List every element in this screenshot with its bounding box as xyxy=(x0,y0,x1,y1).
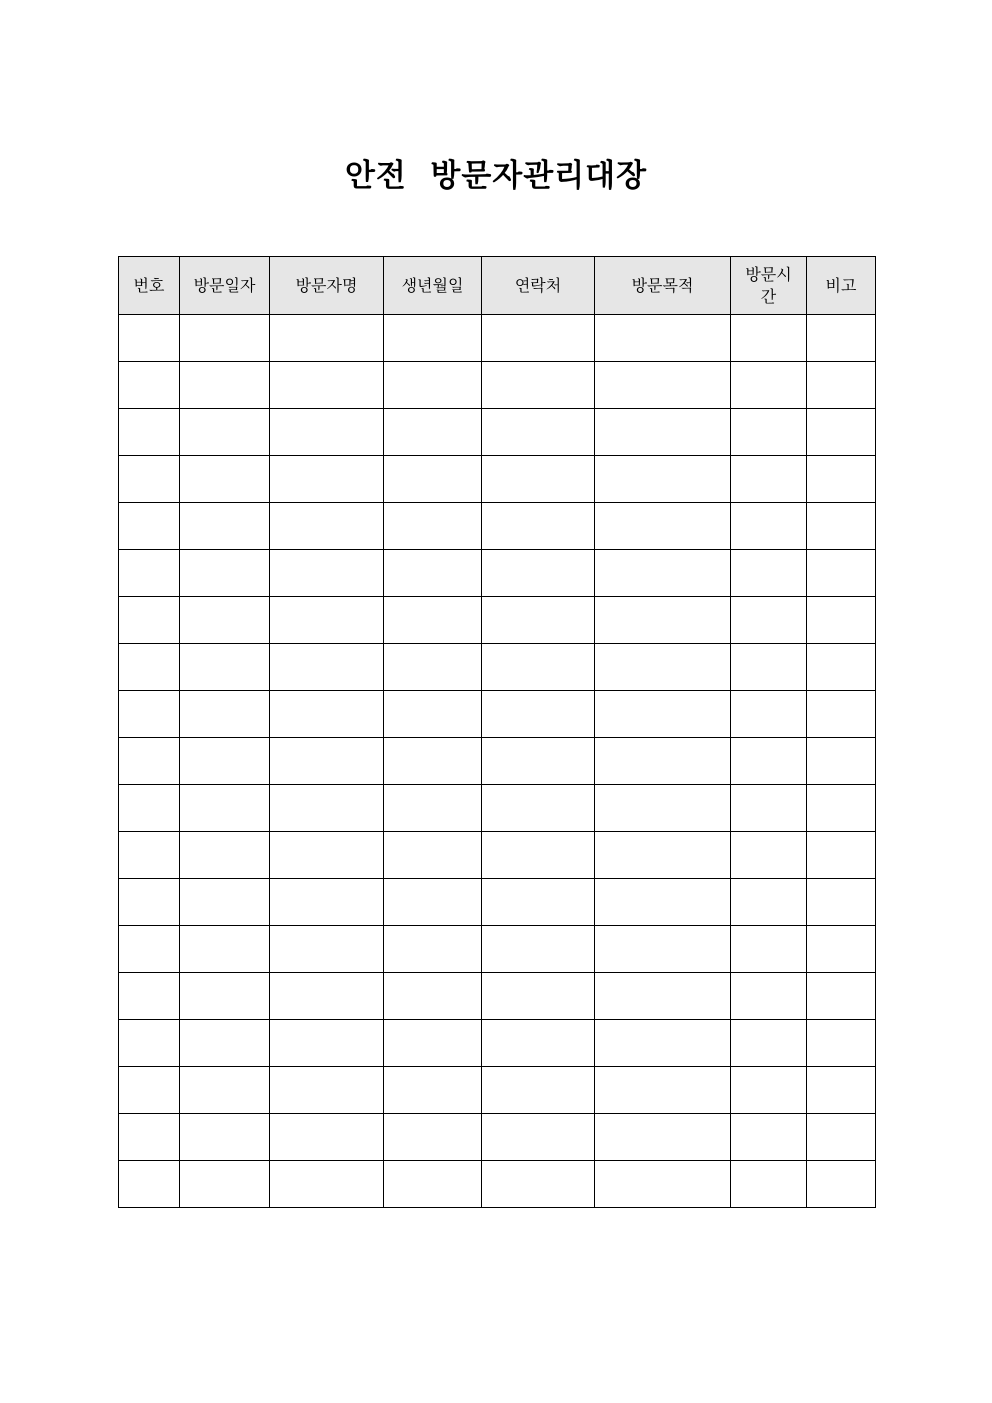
cell-contact[interactable] xyxy=(482,879,595,926)
cell-visitor-name[interactable] xyxy=(270,738,384,785)
cell-remarks[interactable] xyxy=(807,409,876,456)
cell-remarks[interactable] xyxy=(807,456,876,503)
cell-visitor-name[interactable] xyxy=(270,409,384,456)
cell-visit-date[interactable] xyxy=(180,1114,270,1161)
cell-contact[interactable] xyxy=(482,738,595,785)
cell-visitor-name[interactable] xyxy=(270,597,384,644)
cell-contact[interactable] xyxy=(482,691,595,738)
cell-contact[interactable] xyxy=(482,1067,595,1114)
cell-visit-time[interactable] xyxy=(731,879,807,926)
cell-number[interactable] xyxy=(119,644,180,691)
cell-visit-date[interactable] xyxy=(180,926,270,973)
col-header-visitor-name: 방문자명 xyxy=(270,257,384,315)
cell-visit-time[interactable] xyxy=(731,409,807,456)
cell-visit-date[interactable] xyxy=(180,691,270,738)
cell-birth-date[interactable] xyxy=(384,785,482,832)
cell-visit-time[interactable] xyxy=(731,315,807,362)
cell-number[interactable] xyxy=(119,832,180,879)
cell-visit-date[interactable] xyxy=(180,362,270,409)
cell-visitor-name[interactable] xyxy=(270,1161,384,1208)
cell-birth-date[interactable] xyxy=(384,456,482,503)
cell-remarks[interactable] xyxy=(807,1020,876,1067)
cell-birth-date[interactable] xyxy=(384,832,482,879)
cell-birth-date[interactable] xyxy=(384,362,482,409)
cell-number[interactable] xyxy=(119,926,180,973)
cell-visit-time[interactable] xyxy=(731,456,807,503)
cell-visit-purpose[interactable] xyxy=(595,1020,731,1067)
cell-number[interactable] xyxy=(119,409,180,456)
cell-remarks[interactable] xyxy=(807,550,876,597)
cell-number[interactable] xyxy=(119,879,180,926)
cell-visit-date[interactable] xyxy=(180,879,270,926)
cell-number[interactable] xyxy=(119,1020,180,1067)
cell-contact[interactable] xyxy=(482,362,595,409)
cell-visit-time[interactable] xyxy=(731,362,807,409)
cell-visit-purpose[interactable] xyxy=(595,738,731,785)
cell-contact[interactable] xyxy=(482,456,595,503)
cell-visitor-name[interactable] xyxy=(270,362,384,409)
cell-visit-date[interactable] xyxy=(180,315,270,362)
cell-contact[interactable] xyxy=(482,503,595,550)
cell-visit-purpose[interactable] xyxy=(595,926,731,973)
cell-visitor-name[interactable] xyxy=(270,1020,384,1067)
table-row xyxy=(119,644,876,691)
col-header-remarks: 비고 xyxy=(807,257,876,315)
cell-birth-date[interactable] xyxy=(384,1114,482,1161)
cell-visit-date[interactable] xyxy=(180,785,270,832)
cell-remarks[interactable] xyxy=(807,503,876,550)
cell-visit-date[interactable] xyxy=(180,1020,270,1067)
cell-birth-date[interactable] xyxy=(384,644,482,691)
cell-visit-purpose[interactable] xyxy=(595,644,731,691)
cell-visit-date[interactable] xyxy=(180,1067,270,1114)
cell-contact[interactable] xyxy=(482,1114,595,1161)
col-header-visit-date: 방문일자 xyxy=(180,257,270,315)
cell-birth-date[interactable] xyxy=(384,550,482,597)
cell-visit-date[interactable] xyxy=(180,738,270,785)
table-row xyxy=(119,832,876,879)
cell-visitor-name[interactable] xyxy=(270,456,384,503)
cell-contact[interactable] xyxy=(482,1020,595,1067)
table-row xyxy=(119,785,876,832)
page-title: 안전 방문자관리대장 xyxy=(344,157,648,194)
cell-visitor-name[interactable] xyxy=(270,691,384,738)
cell-visit-purpose[interactable] xyxy=(595,362,731,409)
table-row xyxy=(119,362,876,409)
cell-number[interactable] xyxy=(119,550,180,597)
cell-visit-purpose[interactable] xyxy=(595,1114,731,1161)
cell-visit-date[interactable] xyxy=(180,1161,270,1208)
cell-visit-time[interactable] xyxy=(731,691,807,738)
cell-contact[interactable] xyxy=(482,1161,595,1208)
cell-remarks[interactable] xyxy=(807,1114,876,1161)
cell-visitor-name[interactable] xyxy=(270,503,384,550)
cell-number[interactable] xyxy=(119,691,180,738)
cell-visit-time[interactable] xyxy=(731,597,807,644)
cell-remarks[interactable] xyxy=(807,738,876,785)
cell-contact[interactable] xyxy=(482,315,595,362)
cell-birth-date[interactable] xyxy=(384,1161,482,1208)
cell-birth-date[interactable] xyxy=(384,879,482,926)
table-row xyxy=(119,691,876,738)
cell-contact[interactable] xyxy=(482,409,595,456)
cell-visit-purpose[interactable] xyxy=(595,550,731,597)
cell-remarks[interactable] xyxy=(807,1067,876,1114)
cell-number[interactable] xyxy=(119,1067,180,1114)
col-header-birth-date: 생년월일 xyxy=(384,257,482,315)
cell-contact[interactable] xyxy=(482,644,595,691)
cell-birth-date[interactable] xyxy=(384,315,482,362)
cell-remarks[interactable] xyxy=(807,644,876,691)
table-row xyxy=(119,973,876,1020)
cell-remarks[interactable] xyxy=(807,691,876,738)
cell-visit-date[interactable] xyxy=(180,503,270,550)
cell-visitor-name[interactable] xyxy=(270,315,384,362)
cell-visit-purpose[interactable] xyxy=(595,597,731,644)
cell-birth-date[interactable] xyxy=(384,597,482,644)
cell-contact[interactable] xyxy=(482,597,595,644)
cell-visit-time[interactable] xyxy=(731,1020,807,1067)
table-row xyxy=(119,1161,876,1208)
cell-visitor-name[interactable] xyxy=(270,926,384,973)
cell-visit-date[interactable] xyxy=(180,597,270,644)
cell-birth-date[interactable] xyxy=(384,926,482,973)
cell-number[interactable] xyxy=(119,315,180,362)
cell-visit-date[interactable] xyxy=(180,832,270,879)
cell-visitor-name[interactable] xyxy=(270,973,384,1020)
cell-visitor-name[interactable] xyxy=(270,644,384,691)
cell-visit-purpose[interactable] xyxy=(595,879,731,926)
table-row xyxy=(119,1067,876,1114)
cell-visit-purpose[interactable] xyxy=(595,315,731,362)
cell-visit-time[interactable] xyxy=(731,1161,807,1208)
cell-visit-time[interactable] xyxy=(731,785,807,832)
cell-number[interactable] xyxy=(119,362,180,409)
table-row xyxy=(119,409,876,456)
cell-remarks[interactable] xyxy=(807,879,876,926)
table-row xyxy=(119,456,876,503)
cell-visit-date[interactable] xyxy=(180,973,270,1020)
col-header-contact: 연락처 xyxy=(482,257,595,315)
cell-visit-time[interactable] xyxy=(731,832,807,879)
cell-visitor-name[interactable] xyxy=(270,550,384,597)
table-row xyxy=(119,879,876,926)
cell-number[interactable] xyxy=(119,503,180,550)
cell-visit-time[interactable] xyxy=(731,1067,807,1114)
table-row xyxy=(119,503,876,550)
cell-remarks[interactable] xyxy=(807,1161,876,1208)
cell-visit-purpose[interactable] xyxy=(595,456,731,503)
cell-number[interactable] xyxy=(119,1161,180,1208)
cell-remarks[interactable] xyxy=(807,973,876,1020)
cell-birth-date[interactable] xyxy=(384,691,482,738)
cell-visit-purpose[interactable] xyxy=(595,691,731,738)
cell-visit-time[interactable] xyxy=(731,503,807,550)
cell-visit-date[interactable] xyxy=(180,550,270,597)
cell-visitor-name[interactable] xyxy=(270,785,384,832)
cell-visit-purpose[interactable] xyxy=(595,503,731,550)
cell-number[interactable] xyxy=(119,597,180,644)
cell-visit-time[interactable] xyxy=(731,738,807,785)
cell-visitor-name[interactable] xyxy=(270,832,384,879)
cell-visit-purpose[interactable] xyxy=(595,1067,731,1114)
cell-birth-date[interactable] xyxy=(384,1020,482,1067)
cell-number[interactable] xyxy=(119,738,180,785)
table-row xyxy=(119,597,876,644)
table-row xyxy=(119,315,876,362)
cell-visit-purpose[interactable] xyxy=(595,785,731,832)
col-header-number: 번호 xyxy=(119,257,180,315)
cell-visit-time[interactable] xyxy=(731,550,807,597)
col-header-visit-time-label: 방문시간 xyxy=(745,264,792,306)
cell-visit-purpose[interactable] xyxy=(595,1161,731,1208)
cell-number[interactable] xyxy=(119,456,180,503)
cell-birth-date[interactable] xyxy=(384,409,482,456)
cell-contact[interactable] xyxy=(482,926,595,973)
cell-remarks[interactable] xyxy=(807,362,876,409)
cell-visit-purpose[interactable] xyxy=(595,973,731,1020)
cell-visit-time[interactable] xyxy=(731,1114,807,1161)
cell-birth-date[interactable] xyxy=(384,503,482,550)
cell-visit-purpose[interactable] xyxy=(595,832,731,879)
cell-contact[interactable] xyxy=(482,785,595,832)
cell-birth-date[interactable] xyxy=(384,738,482,785)
cell-remarks[interactable] xyxy=(807,832,876,879)
cell-visitor-name[interactable] xyxy=(270,1114,384,1161)
cell-remarks[interactable] xyxy=(807,315,876,362)
cell-contact[interactable] xyxy=(482,550,595,597)
cell-contact[interactable] xyxy=(482,832,595,879)
cell-birth-date[interactable] xyxy=(384,1067,482,1114)
cell-visitor-name[interactable] xyxy=(270,879,384,926)
table-row xyxy=(119,550,876,597)
cell-visit-time[interactable] xyxy=(731,926,807,973)
col-header-visit-time xyxy=(731,257,807,315)
cell-contact[interactable] xyxy=(482,973,595,1020)
table-row xyxy=(119,738,876,785)
cell-visit-date[interactable] xyxy=(180,409,270,456)
cell-visit-purpose[interactable] xyxy=(595,409,731,456)
col-header-visit-purpose: 방문목적 xyxy=(595,257,731,315)
ledger-body xyxy=(119,315,876,1208)
cell-visit-time[interactable] xyxy=(731,973,807,1020)
header-row xyxy=(119,257,876,315)
cell-visitor-name[interactable] xyxy=(270,1067,384,1114)
cell-number[interactable] xyxy=(119,1114,180,1161)
table-row xyxy=(119,1114,876,1161)
cell-remarks[interactable] xyxy=(807,926,876,973)
cell-remarks[interactable] xyxy=(807,597,876,644)
cell-number[interactable] xyxy=(119,973,180,1020)
table-row xyxy=(119,1020,876,1067)
table-row xyxy=(119,926,876,973)
cell-birth-date[interactable] xyxy=(384,973,482,1020)
visitor-ledger-table xyxy=(118,256,876,1208)
cell-visit-date[interactable] xyxy=(180,456,270,503)
cell-remarks[interactable] xyxy=(807,785,876,832)
cell-visit-time[interactable] xyxy=(731,644,807,691)
cell-visit-date[interactable] xyxy=(180,644,270,691)
cell-number[interactable] xyxy=(119,785,180,832)
